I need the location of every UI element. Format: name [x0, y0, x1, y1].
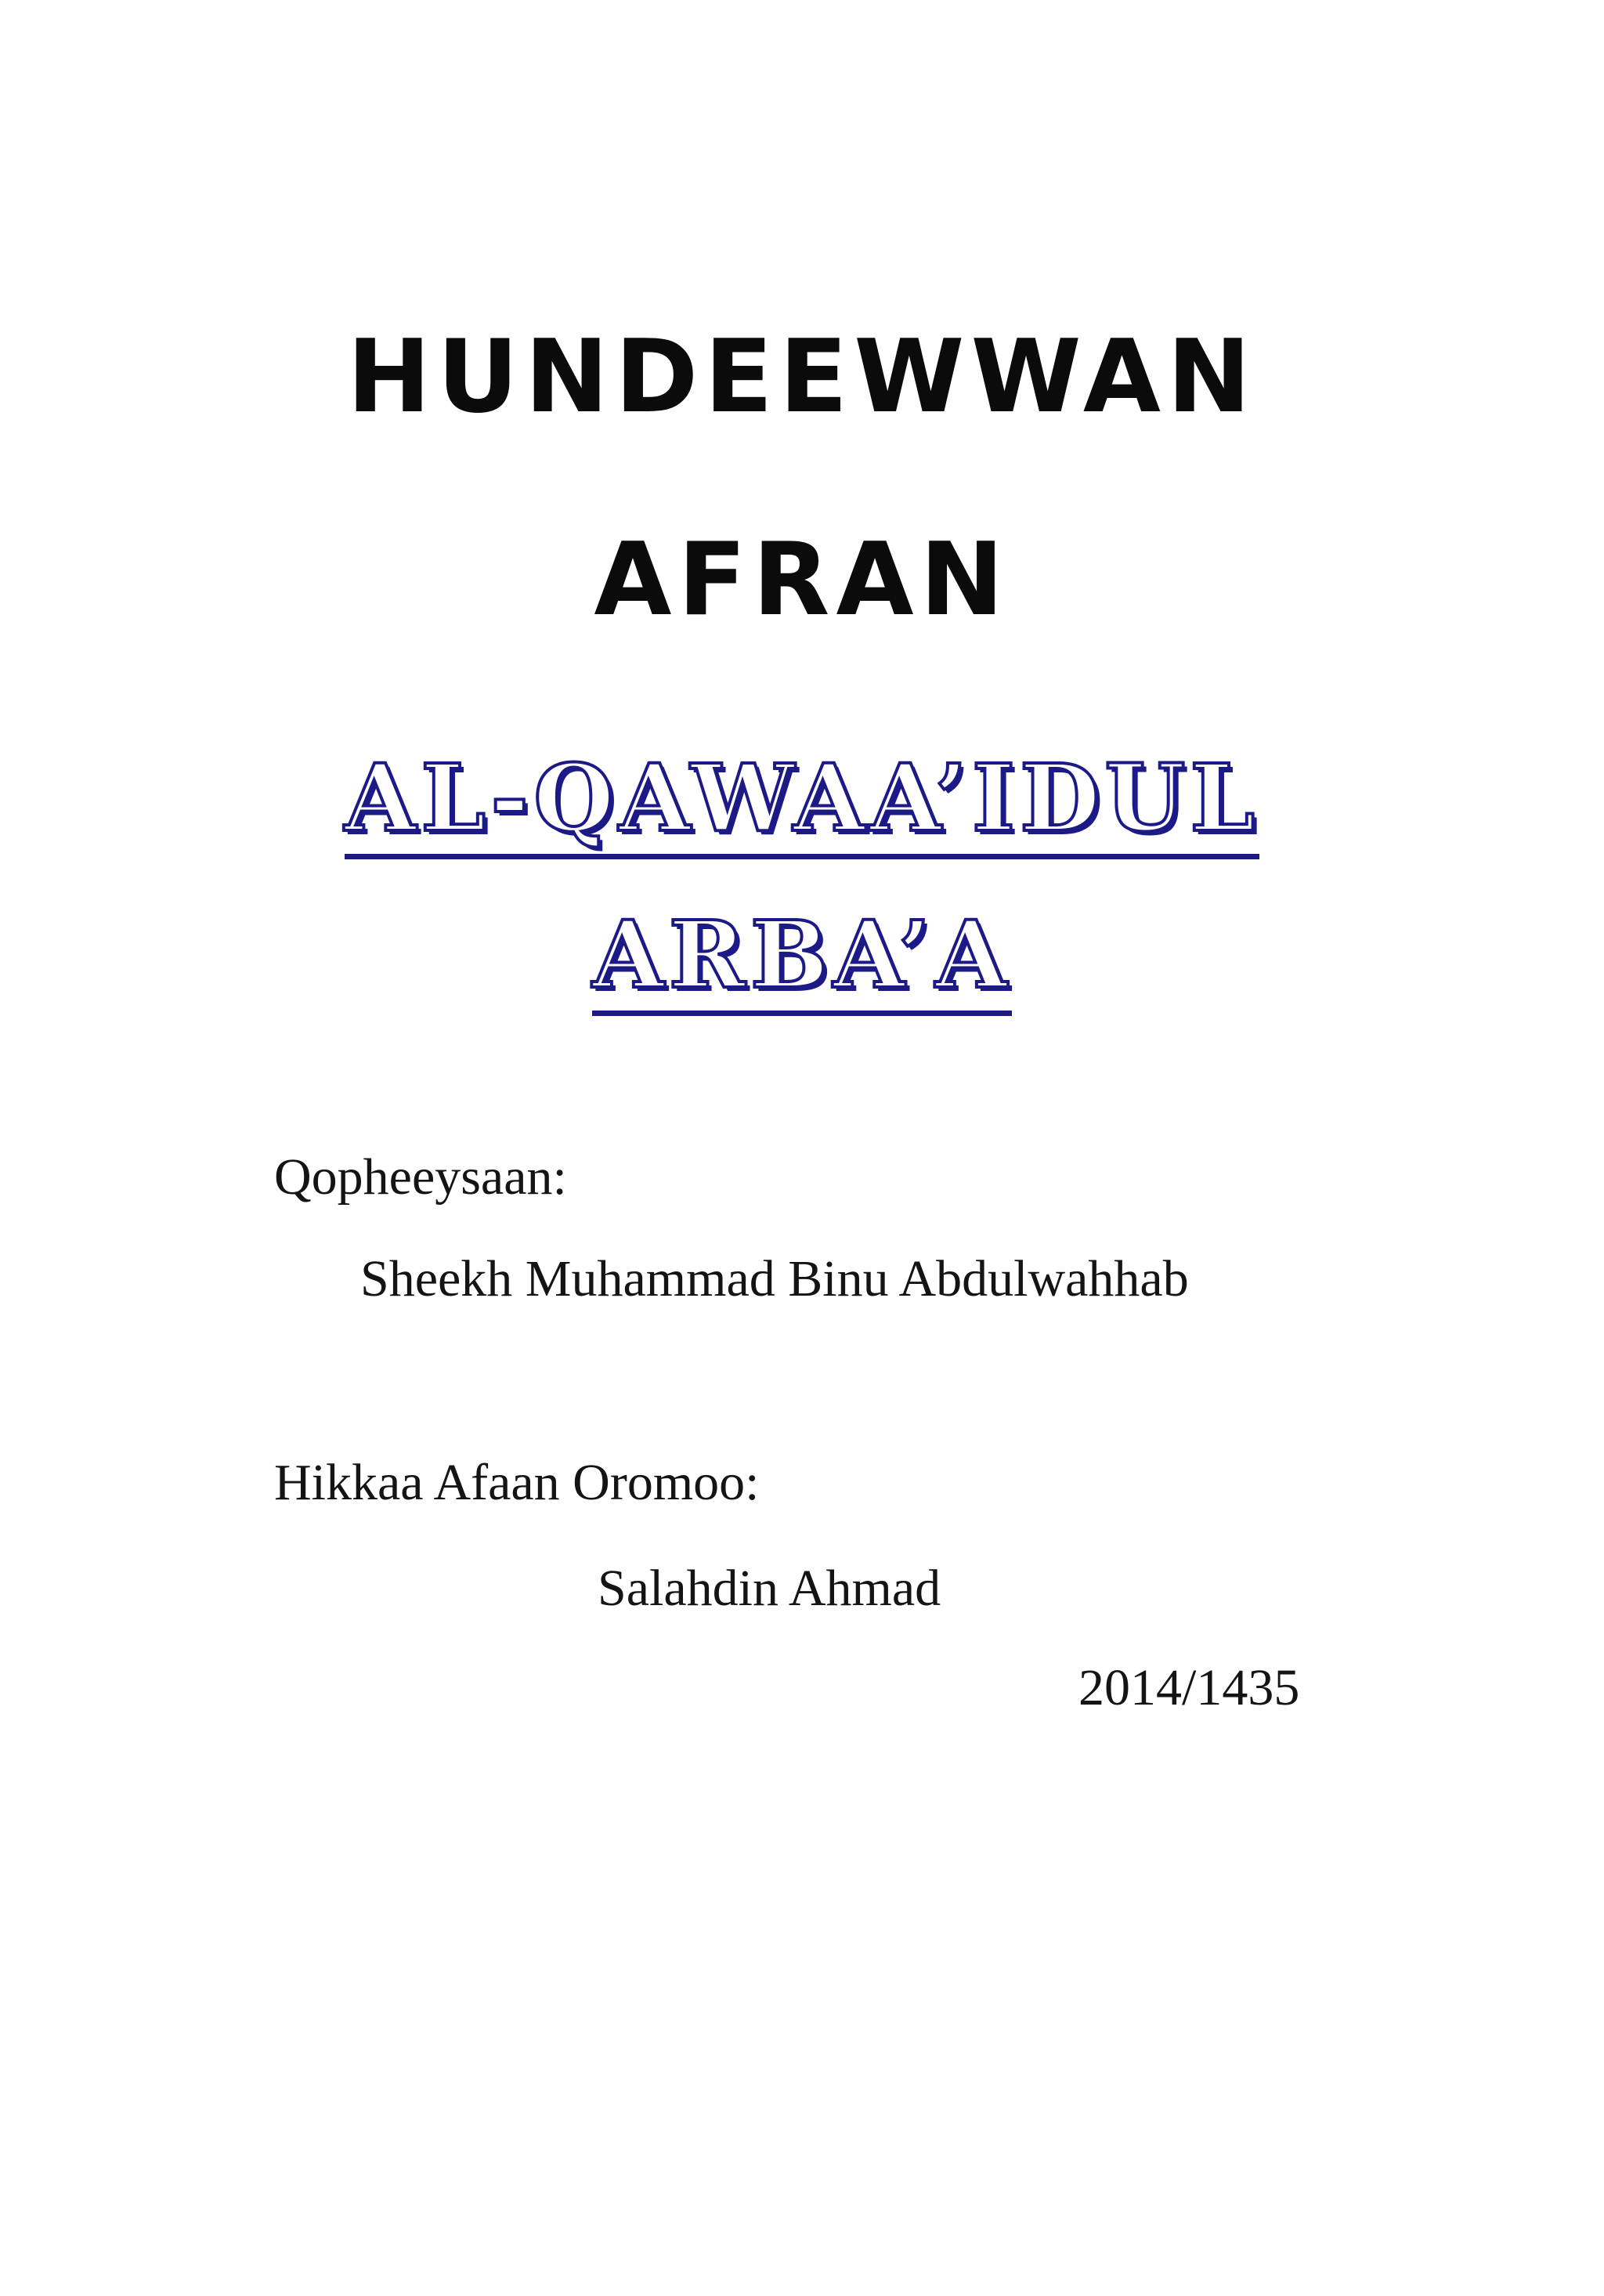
- title-line-2: AFRAN: [594, 522, 1010, 638]
- author-label: Qopheeysaan:: [274, 1148, 567, 1206]
- subtitle-line-1-text: AL-QAWAA’IDUL: [345, 752, 1260, 859]
- subtitle-line-1: [0, 743, 1604, 859]
- subtitle-line-2-text: ARBA’A: [592, 909, 1012, 1016]
- title-line-1: HUNDEEWWAN: [346, 319, 1258, 436]
- publication-date: 2014/1435: [1078, 1659, 1300, 1716]
- translator-label: Hikkaa Afaan Oromoo:: [274, 1454, 760, 1511]
- subtitle-line-2: [0, 900, 1604, 1016]
- translator-name: Salahdin Ahmad: [598, 1560, 941, 1617]
- author-name: Sheekh Muhammad Binu Abdulwahhab: [360, 1250, 1189, 1307]
